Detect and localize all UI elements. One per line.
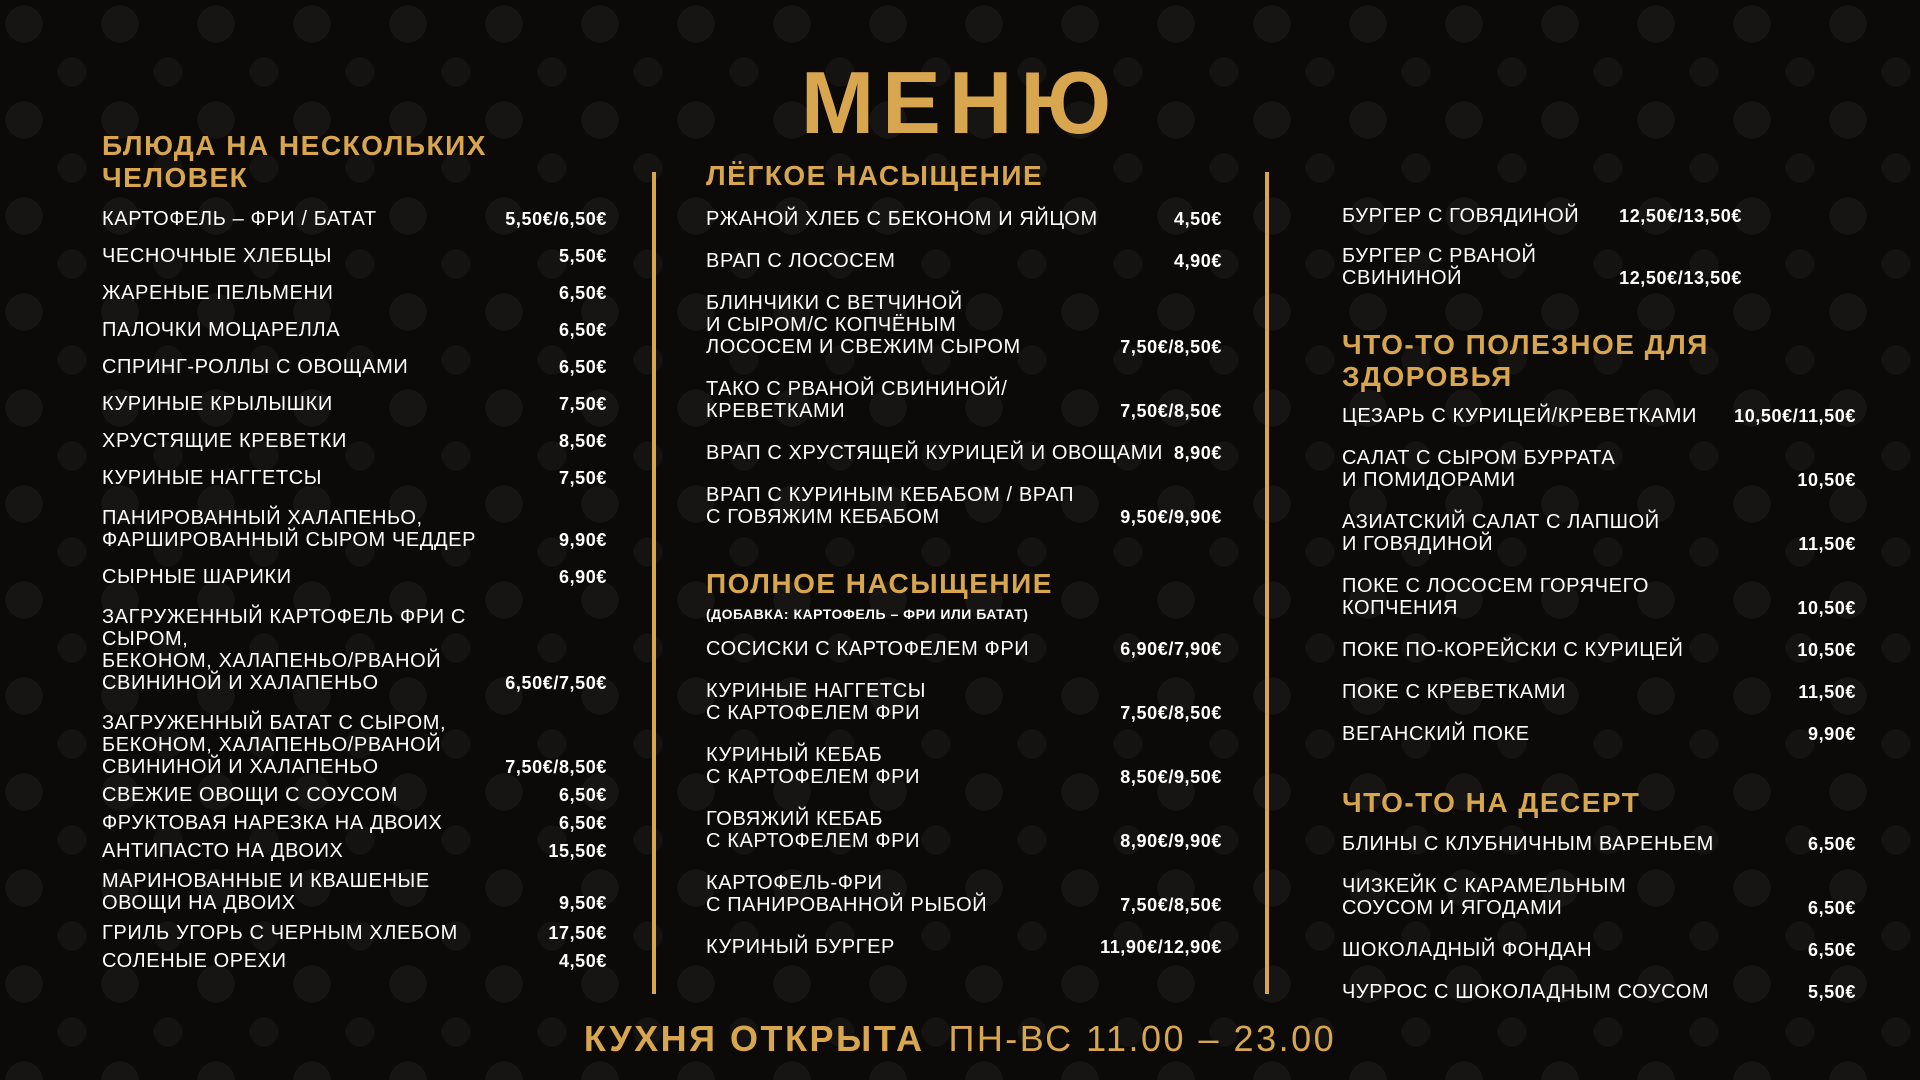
menu-item-name: ШОКОЛАДНЫЙ ФОНДАН: [1342, 939, 1593, 961]
menu-item: [706, 378, 1222, 422]
menu-item-name: ЦЕЗАРЬ С КУРИЦЕЙ/КРЕВЕТКАМИ: [1342, 405, 1697, 427]
menu-item-price: 7,50€/8,50€: [1120, 703, 1222, 723]
menu-item-price: 6,50€: [1807, 898, 1856, 918]
menu-item: [706, 936, 1222, 958]
menu-item-price: 7,50€: [558, 394, 607, 414]
menu-item-price: 12,50€/13,50€: [1619, 206, 1742, 226]
menu-item-name: ЗАГРУЖЕННЫЙ КАРТОФЕЛЬ ФРИ С СЫРОМ, БЕКОНОМ, ХАЛАПЕНЬО/РВАНОЙ СВИНИНОЙ И ХАЛАПЕНЬО: [102, 606, 466, 694]
menu-item-price: 5,50€/6,50€: [505, 209, 607, 229]
menu-item-price: 11,50€: [1798, 682, 1856, 702]
full-dishes-list: [706, 638, 1222, 958]
menu-item: [1342, 205, 1742, 227]
section-note-full: (ДОБАВКА: КАРТОФЕЛЬ – ФРИ ИЛИ БАТАТ): [706, 606, 1029, 622]
menu-item-name: БУРГЕР С РВАНОЙ СВИНИНОЙ: [1342, 245, 1537, 289]
menu-item-price: 7,50€/8,50€: [1120, 895, 1222, 915]
menu-item: [102, 282, 607, 304]
menu-item: [1342, 511, 1856, 555]
menu-item-price: 8,50€/9,50€: [1120, 767, 1222, 787]
menu-item: [102, 245, 607, 267]
menu-item: [102, 208, 607, 230]
menu-item-price: 9,90€: [1807, 724, 1856, 744]
section-title-healthy: ЧТО-ТО ПОЛЕЗНОЕ ДЛЯ ЗДОРОВЬЯ: [1342, 329, 1709, 392]
full-dishes-list-continued: [1342, 205, 1856, 289]
menu-item-price: 9,50€: [558, 893, 607, 913]
section-title-full: ПОЛНОЕ НАСЫЩЕНИЕ: [706, 568, 1053, 599]
menu-item-name: СВЕЖИЕ ОВОЩИ С СОУСОМ: [102, 784, 398, 806]
menu-item: [102, 950, 607, 972]
menu-item: [102, 467, 607, 489]
menu-item: [102, 922, 607, 944]
menu-item: [1342, 639, 1856, 661]
menu-item-name: ЧЕСНОЧНЫЕ ХЛЕБЦЫ: [102, 245, 333, 267]
menu-item-price: 6,50€/7,50€: [505, 673, 607, 693]
menu-item: [706, 292, 1222, 358]
column-divider-right: [1265, 172, 1269, 994]
menu-title: МЕНЮ: [800, 53, 1120, 152]
section-title-light: ЛЁГКОЕ НАСЫЩЕНИЕ: [706, 160, 1044, 191]
menu-item-price: 6,50€: [1807, 834, 1856, 854]
menu-item: [706, 208, 1222, 230]
menu-item-price: 5,50€: [1807, 982, 1856, 1002]
menu-item: [1342, 405, 1856, 427]
section-title-shared: БЛЮДА НА НЕСКОЛЬКИХ ЧЕЛОВЕК: [102, 130, 487, 193]
menu-item-name: АНТИПАСТО НА ДВОИХ: [102, 840, 344, 862]
section-title-dessert: ЧТО-ТО НА ДЕСЕРТ: [1342, 787, 1641, 818]
menu-item: [1342, 981, 1856, 1003]
menu-item-price: 6,90€/7,90€: [1120, 639, 1222, 659]
menu-item-name: ПОКЕ ПО-КОРЕЙСКИ С КУРИЦЕЙ: [1342, 639, 1684, 661]
menu-item: [102, 430, 607, 452]
menu-item-name: САЛАТ С СЫРОМ БУРРАТА И ПОМИДОРАМИ: [1342, 447, 1616, 491]
menu-item-name: ПОКЕ С ЛОСОСЕМ ГОРЯЧЕГО КОПЧЕНИЯ: [1342, 575, 1650, 619]
menu-item-name: КУРИНЫЕ НАГГЕТСЫ С КАРТОФЕЛЕМ ФРИ: [706, 680, 927, 724]
menu-item: [706, 442, 1222, 464]
menu-item-name: ВРАП С ХРУСТЯЩЕЙ КУРИЦЕЙ И ОВОЩАМИ: [706, 442, 1163, 464]
menu-item-price: 17,50€: [548, 923, 607, 943]
menu-item: [102, 606, 607, 694]
menu-item-name: ВЕГАНСКИЙ ПОКЕ: [1342, 723, 1530, 745]
kitchen-hours-text: ПН-ВС 11.00 – 23.00: [948, 1018, 1337, 1059]
menu-item-price: 9,50€/9,90€: [1120, 507, 1222, 527]
menu-item-name: ВРАП С ЛОСОСЕМ: [706, 250, 896, 272]
menu-item-name: СОСИСКИ С КАРТОФЕЛЕМ ФРИ: [706, 638, 1030, 660]
menu-item: [706, 872, 1222, 916]
menu-item: [102, 840, 607, 862]
menu-item-name: КУРИНЫЕ КРЫЛЫШКИ: [102, 393, 333, 415]
menu-item-price: 7,50€/8,50€: [1120, 401, 1222, 421]
menu-item-name: КУРИНЫЕ НАГГЕТСЫ: [102, 467, 323, 489]
menu-item-price: 11,90€/12,90€: [1100, 937, 1222, 957]
menu-item-name: АЗИАТСКИЙ САЛАТ С ЛАПШОЙ И ГОВЯДИНОЙ: [1342, 511, 1660, 555]
menu-item-price: 6,90€: [558, 567, 607, 587]
menu-item-price: 10,50€/11,50€: [1734, 406, 1856, 426]
kitchen-open-label: КУХНЯ ОТКРЫТА: [583, 1018, 925, 1059]
menu-item: [706, 680, 1222, 724]
menu-item: [102, 566, 607, 588]
menu-item-name: КУРИНЫЙ БУРГЕР: [706, 936, 895, 958]
menu-item-name: ЖАРЕНЫЕ ПЕЛЬМЕНИ: [102, 282, 334, 304]
menu-item: [706, 808, 1222, 852]
column-left: [102, 130, 607, 972]
menu-item-price: 7,50€/8,50€: [1120, 337, 1222, 357]
menu-item-name: СПРИНГ-РОЛЛЫ С ОВОЩАМИ: [102, 356, 409, 378]
menu-item-name: СЫРНЫЕ ШАРИКИ: [102, 566, 292, 588]
shared-dishes-list: [102, 208, 607, 972]
menu-item-price: 6,50€: [558, 785, 607, 805]
menu-item: [102, 507, 607, 551]
menu-item-name: КУРИНЫЙ КЕБАБ С КАРТОФЕЛЕМ ФРИ: [706, 744, 921, 788]
menu-item: [706, 744, 1222, 788]
menu-item-name: ГОВЯЖИЙ КЕБАБ С КАРТОФЕЛЕМ ФРИ: [706, 808, 921, 852]
menu-item: [1342, 447, 1856, 491]
menu-item-name: ХРУСТЯЩИЕ КРЕВЕТКИ: [102, 430, 348, 452]
menu-item-price: 8,50€: [558, 431, 607, 451]
menu-item-name: БЛИНЫ С КЛУБНИЧНЫМ ВАРЕНЬЕМ: [1342, 833, 1714, 855]
column-divider-left: [652, 172, 656, 994]
menu-item: [1342, 833, 1856, 855]
menu-item: [1342, 939, 1856, 961]
menu-item-name: ЗАГРУЖЕННЫЙ БАТАТ С СЫРОМ, БЕКОНОМ, ХАЛАПЕНЬО/РВАНОЙ СВИНИНОЙ И ХАЛАПЕНЬО: [102, 712, 447, 778]
menu-item-price: 10,50€: [1797, 640, 1856, 660]
menu-item: [102, 812, 607, 834]
menu-item: [102, 356, 607, 378]
menu-item: [102, 319, 607, 341]
menu-item-name: СОЛЕНЫЕ ОРЕХИ: [102, 950, 287, 972]
kitchen-hours: [0, 1018, 1920, 1060]
menu-item-price: 4,50€: [558, 951, 607, 971]
menu-item-name: ЧУРРОС С ШОКОЛАДНЫМ СОУСОМ: [1342, 981, 1710, 1003]
menu-item-price: 9,90€: [558, 530, 607, 550]
menu-item-name: ЧИЗКЕЙК С КАРАМЕЛЬНЫМ СОУСОМ И ЯГОДАМИ: [1342, 875, 1627, 919]
light-dishes-list: [706, 208, 1222, 528]
menu-item: [1342, 245, 1742, 289]
menu-item: [1342, 723, 1856, 745]
menu-item-price: 6,50€: [558, 283, 607, 303]
menu-item-name: БУРГЕР С ГОВЯДИНОЙ: [1342, 205, 1580, 227]
healthy-dishes-list: [1342, 405, 1856, 745]
menu-item-price: 6,50€: [1807, 940, 1856, 960]
menu-item: [1342, 681, 1856, 703]
menu-item-price: 6,50€: [558, 357, 607, 377]
menu-item-price: 8,90€/9,90€: [1120, 831, 1222, 851]
menu-item-price: 11,50€: [1798, 534, 1856, 554]
menu-item-price: 4,50€: [1173, 209, 1222, 229]
menu-item-price: 8,90€: [1173, 443, 1222, 463]
menu-item-name: ТАКО С РВАНОЙ СВИНИНОЙ/ КРЕВЕТКАМИ: [706, 378, 1008, 422]
menu-item-name: ПАНИРОВАННЫЙ ХАЛАПЕНЬО, ФАРШИРОВАННЫЙ СЫРОМ ЧЕДДЕР: [102, 507, 477, 551]
menu-item-name: КАРТОФЕЛЬ-ФРИ С ПАНИРОВАННОЙ РЫБОЙ: [706, 872, 988, 916]
column-middle: [706, 160, 1222, 958]
menu-item-name: ГРИЛЬ УГОРЬ С ЧЕРНЫМ ХЛЕБОМ: [102, 922, 458, 944]
menu-item-name: ПАЛОЧКИ МОЦАРЕЛЛА: [102, 319, 341, 341]
menu-item: [102, 870, 607, 914]
menu-item-name: ФРУКТОВАЯ НАРЕЗКА НА ДВОИХ: [102, 812, 443, 834]
menu-item-price: 6,50€: [558, 320, 607, 340]
menu-item: [102, 712, 607, 778]
dessert-list: [1342, 833, 1856, 1003]
menu-item: [1342, 575, 1856, 619]
menu-item-name: РЖАНОЙ ХЛЕБ С БЕКОНОМ И ЯЙЦОМ: [706, 208, 1098, 230]
menu-item-price: 12,50€/13,50€: [1619, 268, 1742, 288]
menu-item: [706, 638, 1222, 660]
menu-item-name: БЛИНЧИКИ С ВЕТЧИНОЙ И СЫРОМ/С КОПЧЁНЫМ ЛОСОСЕМ И СВЕЖИМ СЫРОМ: [706, 292, 1021, 358]
menu-item: [102, 784, 607, 806]
menu-item-price: 10,50€: [1797, 598, 1856, 618]
menu-item-price: 7,50€: [558, 468, 607, 488]
menu-item: [706, 484, 1222, 528]
menu-item-price: 10,50€: [1797, 470, 1856, 490]
menu-item-price: 7,50€/8,50€: [505, 757, 607, 777]
menu-item-price: 4,90€: [1173, 251, 1222, 271]
menu-item: [1342, 875, 1856, 919]
menu-item-price: 15,50€: [548, 841, 607, 861]
menu-item-name: МАРИНОВАННЫЕ И КВАШЕНЫЕ ОВОЩИ НА ДВОИХ: [102, 870, 430, 914]
menu-item-name: ПОКЕ С КРЕВЕТКАМИ: [1342, 681, 1566, 703]
menu-item-name: ВРАП С КУРИНЫМ КЕБАБОМ / ВРАП С ГОВЯЖИМ КЕБАБОМ: [706, 484, 1075, 528]
column-right: [1342, 205, 1856, 1003]
menu-item-name: КАРТОФЕЛЬ – ФРИ / БАТАТ: [102, 208, 377, 230]
menu-item-price: 6,50€: [558, 813, 607, 833]
menu-item-price: 5,50€: [558, 246, 607, 266]
menu-item: [102, 393, 607, 415]
menu-item: [706, 250, 1222, 272]
